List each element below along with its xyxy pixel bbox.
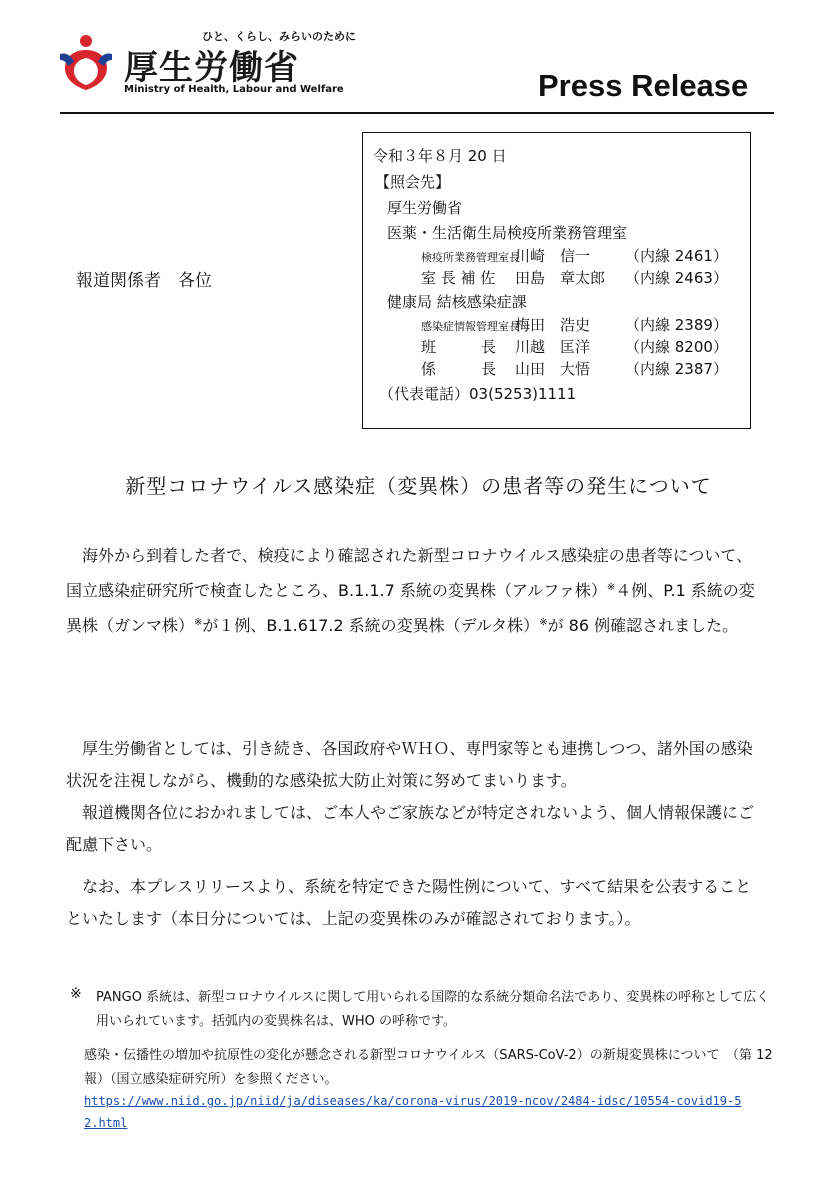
contact-heading: 【照会先】	[375, 173, 451, 191]
mhlw-emblem-icon	[56, 32, 116, 92]
note-mark: ※	[606, 582, 616, 593]
contact-role: 検疫所業務管理室長	[421, 251, 520, 264]
contact-name: 川越 匡洋	[515, 338, 591, 356]
contact-extension: （内線 2387）	[625, 360, 728, 378]
contact-extension: （内線 2463）	[625, 269, 728, 287]
press-release-label: Press Release	[538, 68, 749, 103]
logo-tagline: ひと、くらし、みらいのために	[202, 30, 356, 43]
body-text: が１例、B.1.617.2 系統の変異株（デルタ株）	[202, 616, 540, 635]
release-date: 令和３年８月 20 日	[373, 147, 507, 165]
contact-dept-1: 医薬・生活衛生局検疫所業務管理室	[387, 224, 628, 242]
footnote-text: PANGO 系統は、新型コロナウイルスに関して用いられる国際的な系統分類命名法であり、変異株の呼称として広く用いられています。括弧内の変異株名は、WHO の呼称です。	[96, 990, 770, 1029]
contact-name: 梅田 浩史	[515, 316, 591, 334]
contact-name: 山田 大悟	[515, 360, 591, 378]
contact-name: 川崎 信一	[515, 247, 591, 265]
contact-org: 厚生労働省	[387, 199, 463, 217]
note-mark: ※	[194, 617, 203, 628]
contact-role: 感染症情報管理室長	[421, 320, 520, 333]
contact-extension: （内線 8200）	[625, 338, 728, 356]
body-text: ４例、P.1 系統の変異株（ガンマ株）	[66, 581, 755, 635]
footnote-reference: 感染・伝播性の増加や抗原性の変化が懸念される新型コロナウイルス（SARS-CoV-2）の新規変異株について （第 12 報）（国立感染症研究所）を参照ください。	[84, 1048, 773, 1087]
body-text: 海外から到着した者で、検疫により確認された新型コロナウイルス感染症の患者等について、国立感染症研究所で検査したところ、B.1.1.7 系統の変異株（アルファ株）	[66, 546, 753, 600]
contact-extension: （内線 2461）	[625, 247, 728, 265]
body-paragraph-4: なお、本プレスリリースより、系統を特定できた陽性例について、すべて結果を公表することといたします（本日分については、上記の変異株のみが確認されております。）。	[66, 877, 752, 928]
logo-name: 厚生労働省	[124, 48, 299, 88]
mhlw-logo	[56, 26, 356, 98]
document-title: 新型コロナウイルス感染症（変異株）の患者等の発生について	[125, 474, 712, 498]
contact-name: 田島 章太郎	[515, 269, 606, 287]
addressee: 報道関係者 各位	[76, 271, 212, 291]
contact-role: 室 長 補 佐	[421, 269, 496, 287]
contact-role: 班 長	[421, 338, 497, 356]
contact-phone: （代表電話）03(5253)1111	[379, 385, 577, 403]
contact-dept-2: 健康局 結核感染症課	[387, 293, 527, 311]
header-divider	[60, 112, 774, 114]
contact-box	[362, 132, 751, 429]
contact-extension: （内線 2389）	[625, 316, 728, 334]
contact-role: 係 長	[421, 360, 497, 378]
footnote-mark: ※	[70, 986, 82, 1002]
body-paragraph-1	[66, 540, 766, 642]
body-paragraph-2: 厚生労働省としては、引き続き、各国政府やＷＨＯ、専門家等とも連携しつつ、諸外国の感染状況を注視しながら、機動的な感染拡大防止対策に努めてまいります。	[66, 739, 753, 790]
reference-link[interactable]: https://www.niid.go.jp/niid/ja/diseases/ka/corona-virus/2019-ncov/2484-idsc/10554-covid19-52.html	[84, 1094, 742, 1130]
body-paragraph-3: 報道機関各位におかれましては、ご本人やご家族などが特定されないよう、個人情報保護にご配慮下さい。	[66, 803, 755, 854]
logo-english-name: Ministry of Health, Labour and Welfare	[124, 84, 344, 95]
body-text: が 86 例確認されました。	[547, 616, 739, 635]
note-mark: ※	[539, 617, 548, 628]
